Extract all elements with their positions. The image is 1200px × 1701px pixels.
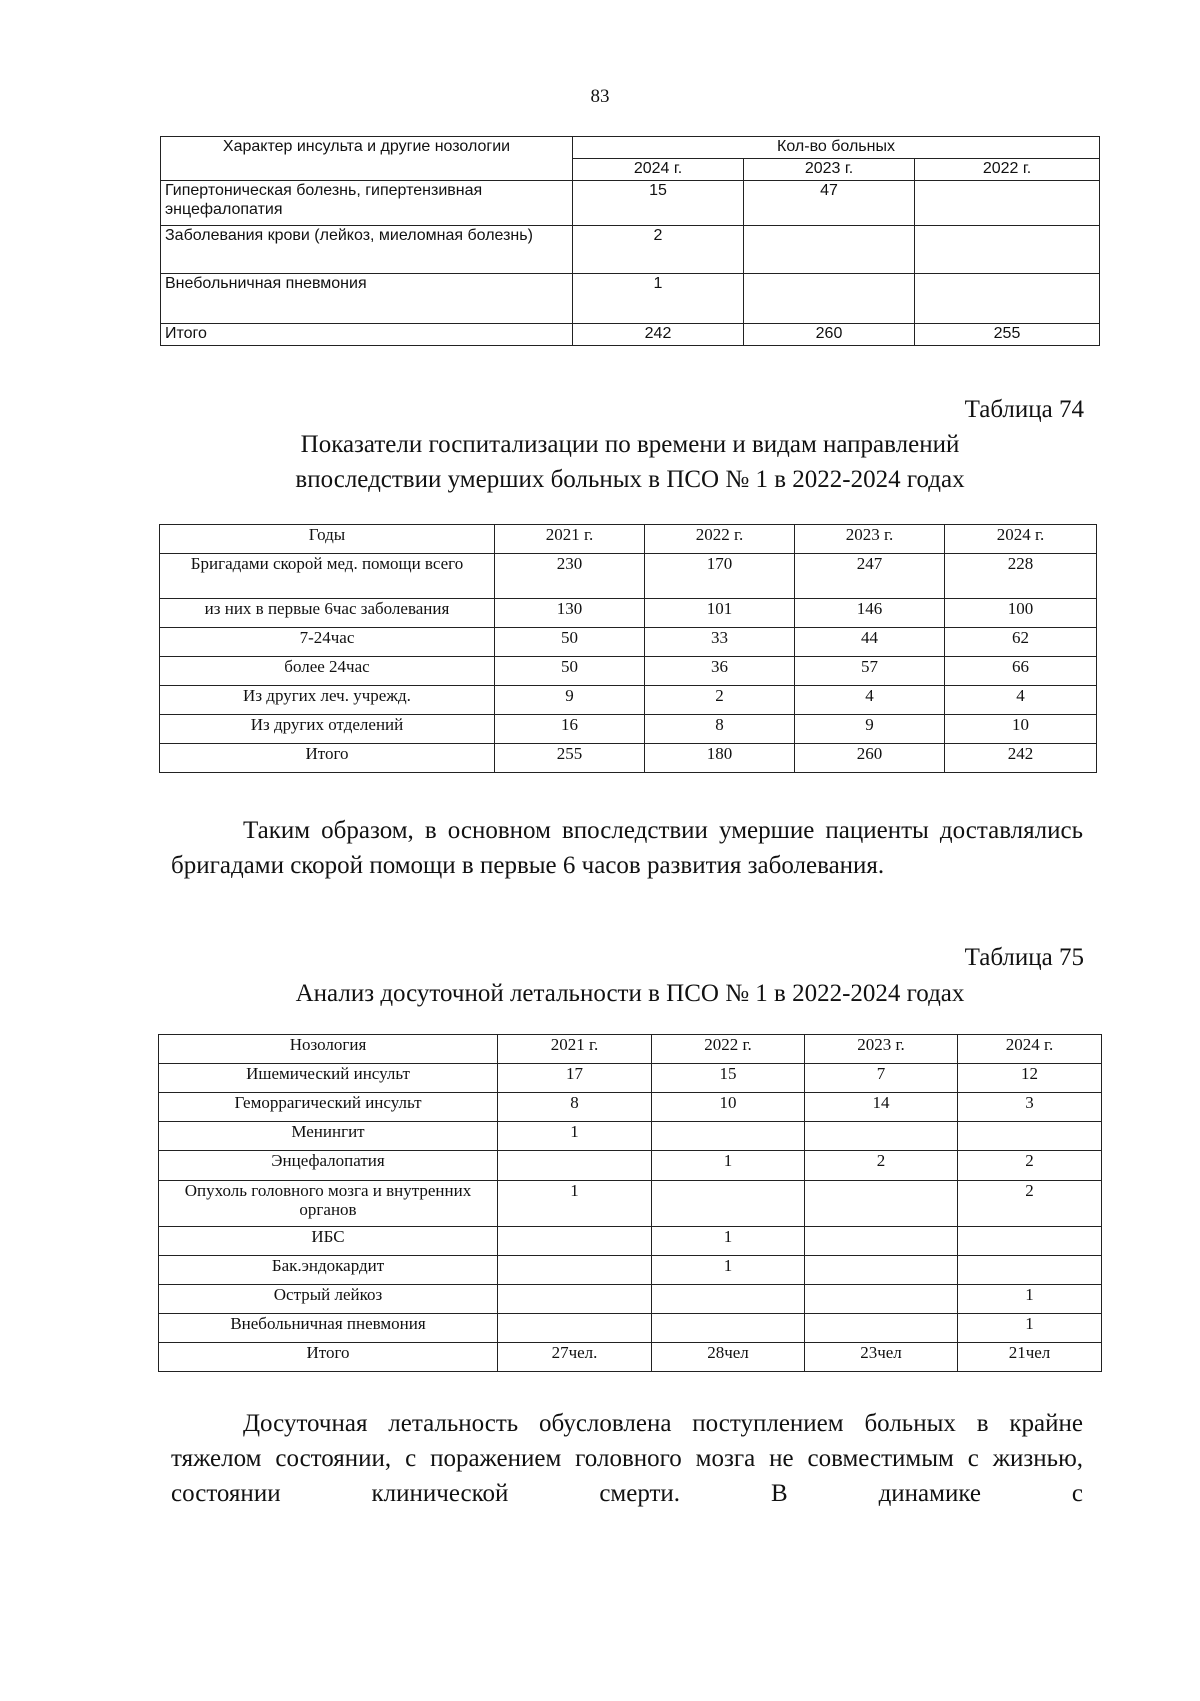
row-label: Итого <box>160 744 495 773</box>
cell-value: 242 <box>573 324 744 346</box>
cell-value: 8 <box>645 715 795 744</box>
cell-value: 2 <box>645 686 795 715</box>
cell-value: 170 <box>645 554 795 599</box>
header-year: 2023 г. <box>805 1035 958 1064</box>
cell-value: 28чел <box>652 1343 805 1372</box>
cell-value: 9 <box>495 686 645 715</box>
row-label: Внебольничная пневмония <box>159 1314 498 1343</box>
cell-value: 230 <box>495 554 645 599</box>
cell-value <box>805 1227 958 1256</box>
cell-value: 10 <box>652 1093 805 1122</box>
table-74-title-line1: Показатели госпитализации по времени и видам направлений <box>300 431 960 458</box>
cell-value <box>652 1314 805 1343</box>
table-row <box>159 1151 1102 1181</box>
cell-value <box>805 1285 958 1314</box>
cell-value: 260 <box>795 744 945 773</box>
table-row <box>159 1181 1102 1227</box>
row-label: Бригадами скорой мед. помощи всего <box>160 554 495 599</box>
cell-value: 2 <box>573 226 744 274</box>
cell-value <box>915 181 1100 226</box>
cell-value: 242 <box>945 744 1097 773</box>
table-row <box>159 1314 1102 1343</box>
table-row <box>160 599 1097 628</box>
table-row <box>160 628 1097 657</box>
hospitalization-table <box>159 524 1097 773</box>
cell-value: 50 <box>495 657 645 686</box>
row-label: Бак.эндокардит <box>159 1256 498 1285</box>
row-label: Из других леч. учрежд. <box>160 686 495 715</box>
header-year: 2023 г. <box>744 159 915 181</box>
row-label: Ишемический инсульт <box>159 1064 498 1093</box>
cell-value: 1 <box>958 1314 1102 1343</box>
cell-value: 23чел <box>805 1343 958 1372</box>
cell-value: 8 <box>498 1093 652 1122</box>
cell-value: 1 <box>652 1151 805 1181</box>
cell-value: 62 <box>945 628 1097 657</box>
table-74-title-line2: впоследствии умерших больных в ПСО № 1 в 2022-2024 годах <box>295 466 965 493</box>
cell-value: 255 <box>915 324 1100 346</box>
row-label: 7-24час <box>160 628 495 657</box>
cell-value: 4 <box>795 686 945 715</box>
mortality-text: Досуточная летальность обусловлена поступлением больных в крайне тяжелом состоянии, с поражением головного мозга не совместимым с жизнью, состоянии клинической смерти. В динамике с <box>171 1410 1083 1507</box>
cell-value <box>805 1122 958 1151</box>
conclusion-text: Таким образом, в основном впоследствии умершие пациенты доставлялись бригадами скорой помощи в первые 6 часов развития заболевания. <box>171 817 1083 879</box>
table-row <box>159 1285 1102 1314</box>
cell-value <box>958 1256 1102 1285</box>
table-row <box>161 274 1100 324</box>
cell-value: 1 <box>573 274 744 324</box>
cell-value <box>498 1314 652 1343</box>
cell-value: 33 <box>645 628 795 657</box>
table-row <box>160 715 1097 744</box>
table-row-total <box>161 324 1100 346</box>
row-label: Менингит <box>159 1122 498 1151</box>
mortality-paragraph <box>171 1406 1083 1511</box>
cell-value: 57 <box>795 657 945 686</box>
cell-value: 100 <box>945 599 1097 628</box>
table-row <box>160 554 1097 599</box>
table-75-number: Таблица 75 <box>964 944 1084 971</box>
cell-value: 9 <box>795 715 945 744</box>
header-years: Годы <box>160 525 495 554</box>
cell-value <box>652 1181 805 1227</box>
cell-value: 1 <box>958 1285 1102 1314</box>
header-year: 2024 г. <box>945 525 1097 554</box>
cell-value: 2 <box>958 1151 1102 1181</box>
table-row-total <box>160 744 1097 773</box>
header-nosology: Нозология <box>159 1035 498 1064</box>
cell-value: 101 <box>645 599 795 628</box>
row-label: более 24час <box>160 657 495 686</box>
table-row <box>161 226 1100 274</box>
row-label: Внебольничная пневмония <box>161 274 573 324</box>
page-number: 83 <box>590 86 610 107</box>
cell-value: 36 <box>645 657 795 686</box>
cell-value: 12 <box>958 1064 1102 1093</box>
table-row <box>159 1256 1102 1285</box>
cell-value <box>498 1256 652 1285</box>
header-year: 2022 г. <box>652 1035 805 1064</box>
row-label: Заболевания крови (лейкоз, миеломная болезнь) <box>161 226 573 274</box>
header-year: 2024 г. <box>958 1035 1102 1064</box>
cell-value <box>744 226 915 274</box>
conclusion-paragraph <box>171 813 1083 883</box>
header-year: 2021 г. <box>498 1035 652 1064</box>
cell-value: 146 <box>795 599 945 628</box>
header-patient-count: Кол-во больных <box>573 137 1100 159</box>
table-row <box>159 1122 1102 1151</box>
cell-value <box>805 1314 958 1343</box>
cell-value: 7 <box>805 1064 958 1093</box>
row-label: Острый лейкоз <box>159 1285 498 1314</box>
header-year: 2024 г. <box>573 159 744 181</box>
cell-value: 66 <box>945 657 1097 686</box>
cell-value: 16 <box>495 715 645 744</box>
row-label: Итого <box>159 1343 498 1372</box>
cell-value <box>805 1256 958 1285</box>
cell-value: 4 <box>945 686 1097 715</box>
header-nosology: Характер инсульта и другие нозологии <box>161 137 573 181</box>
cell-value: 10 <box>945 715 1097 744</box>
cell-value: 17 <box>498 1064 652 1093</box>
cell-value <box>744 274 915 324</box>
cell-value <box>498 1227 652 1256</box>
cell-value: 50 <box>495 628 645 657</box>
cell-value: 180 <box>645 744 795 773</box>
cell-value <box>652 1285 805 1314</box>
row-label: Геморрагический инсульт <box>159 1093 498 1122</box>
table-row <box>159 1064 1102 1093</box>
cell-value <box>498 1285 652 1314</box>
header-year: 2023 г. <box>795 525 945 554</box>
cell-value: 27чел. <box>498 1343 652 1372</box>
cell-value: 2 <box>805 1151 958 1181</box>
cell-value: 47 <box>744 181 915 226</box>
table-row <box>159 1093 1102 1122</box>
cell-value: 228 <box>945 554 1097 599</box>
cell-value: 1 <box>498 1122 652 1151</box>
header-year: 2022 г. <box>645 525 795 554</box>
row-label: ИБС <box>159 1227 498 1256</box>
stroke-nosology-table <box>160 136 1100 346</box>
table-row <box>159 1227 1102 1256</box>
cell-value <box>958 1122 1102 1151</box>
cell-value: 3 <box>958 1093 1102 1122</box>
cell-value: 130 <box>495 599 645 628</box>
row-label: Опухоль головного мозга и внутренних органов <box>159 1181 498 1227</box>
cell-value <box>915 226 1100 274</box>
cell-value: 260 <box>744 324 915 346</box>
table-74-number: Таблица 74 <box>964 396 1084 423</box>
table-row <box>160 686 1097 715</box>
cell-value <box>498 1151 652 1181</box>
cell-value: 14 <box>805 1093 958 1122</box>
table-row-total <box>159 1343 1102 1372</box>
cell-value <box>652 1122 805 1151</box>
cell-value: 15 <box>573 181 744 226</box>
cell-value <box>805 1181 958 1227</box>
cell-value: 255 <box>495 744 645 773</box>
cell-value: 1 <box>498 1181 652 1227</box>
table-75-title: Анализ досуточной летальности в ПСО № 1 в 2022-2024 годах <box>295 980 965 1007</box>
header-year: 2022 г. <box>915 159 1100 181</box>
row-label: Итого <box>161 324 573 346</box>
row-label: Гипертоническая болезнь, гипертензивная энцефалопатия <box>161 181 573 226</box>
early-mortality-table <box>158 1034 1102 1372</box>
cell-value: 2 <box>958 1181 1102 1227</box>
cell-value <box>915 274 1100 324</box>
cell-value <box>958 1227 1102 1256</box>
row-label: Из других отделений <box>160 715 495 744</box>
cell-value: 1 <box>652 1256 805 1285</box>
row-label: Энцефалопатия <box>159 1151 498 1181</box>
cell-value: 44 <box>795 628 945 657</box>
row-label: из них в первые 6час заболевания <box>160 599 495 628</box>
cell-value: 247 <box>795 554 945 599</box>
table-row <box>161 181 1100 226</box>
cell-value: 15 <box>652 1064 805 1093</box>
header-year: 2021 г. <box>495 525 645 554</box>
cell-value: 21чел <box>958 1343 1102 1372</box>
cell-value: 1 <box>652 1227 805 1256</box>
table-row <box>160 657 1097 686</box>
